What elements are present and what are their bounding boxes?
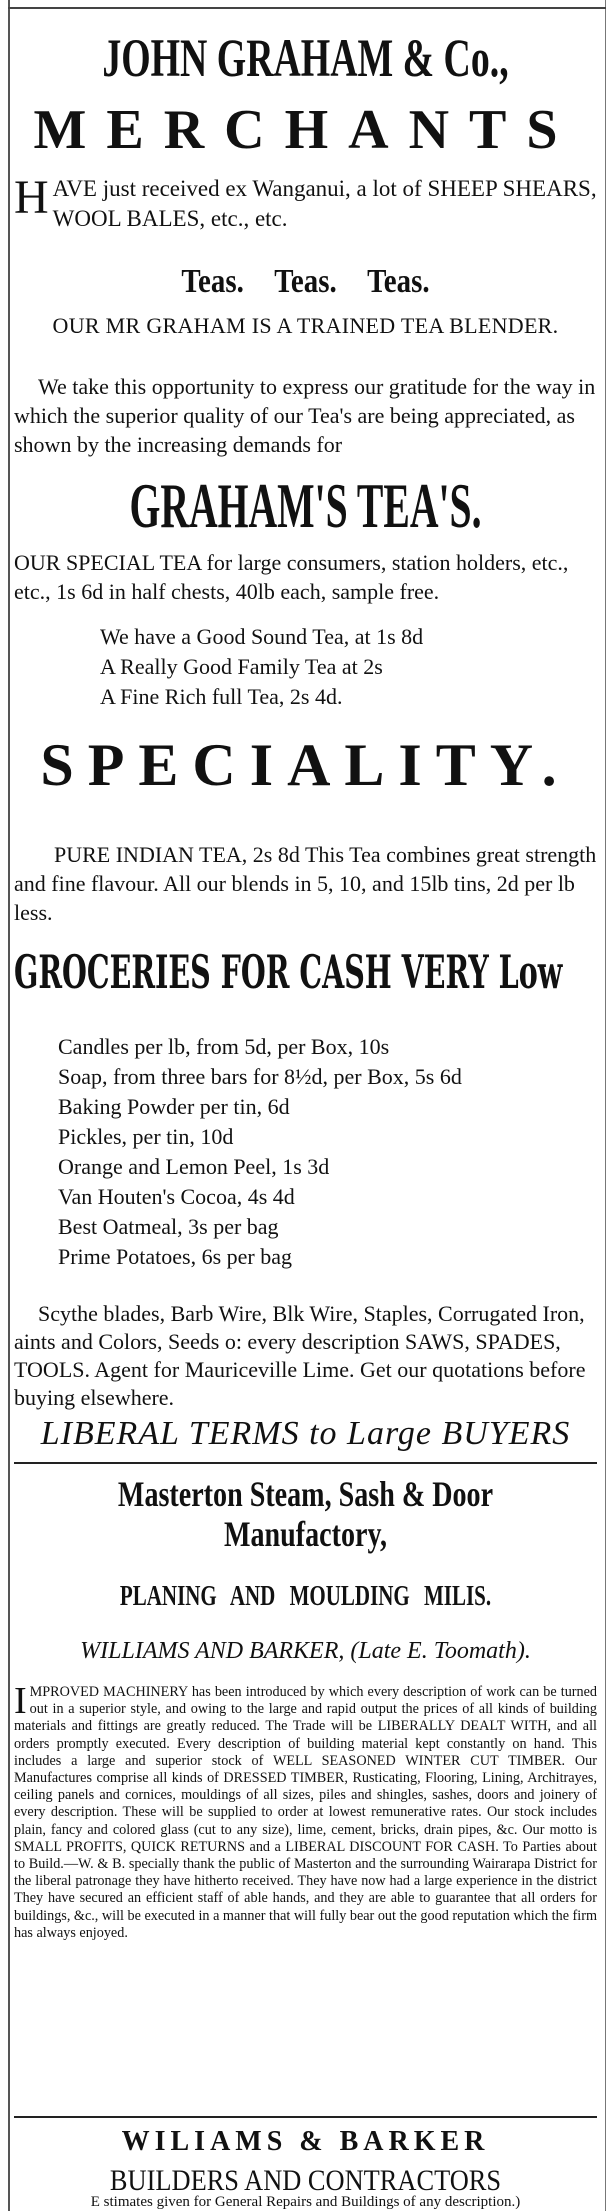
list-item: Candles per lb, from 5d, per Box, 10s bbox=[58, 1034, 390, 1059]
list-item: Baking Powder per tin, 6d bbox=[58, 1094, 290, 1119]
teas-heading: Teas. Teas. Teas. bbox=[181, 263, 430, 300]
top-rule bbox=[8, 7, 606, 9]
footer-name: WILIAMS & BARKER bbox=[121, 2126, 490, 2157]
liberal-terms: LIBERAL TERMS to Large BUYERS bbox=[40, 1415, 571, 1452]
list-item: A Fine Rich full Tea, 2s 4d. bbox=[100, 684, 343, 709]
section-divider bbox=[14, 1462, 597, 1464]
intro-text: AVE just received ex Wanganui, a lot of SHEEP SHEARS, WOOL BALES, etc., etc. bbox=[52, 176, 597, 231]
list-item: We have a Good Sound Tea, at 1s 8d bbox=[100, 624, 424, 649]
grocery-price-list bbox=[58, 1032, 597, 1272]
special-tea-paragraph: OUR SPECIAL TEA for large consumers, station holders, etc., etc., 1s 6d in half chests, 40lb each, sample free. bbox=[14, 550, 569, 604]
manufactory-body bbox=[14, 1680, 597, 1942]
speciality-heading: SPECIALITY. bbox=[40, 732, 571, 798]
proprietors-line: WILLIAMS AND BARKER, (Late E. Toomath). bbox=[80, 1638, 531, 1664]
blender-line: OUR MR GRAHAM IS A TRAINED TEA BLENDER. bbox=[52, 313, 559, 338]
footer-trade: BUILDERS AND CONTRACTORS bbox=[109, 2164, 502, 2197]
body-text: MPROVED MACHINERY has been introduced by which every description of work can be turned out in a superior style, and owing to the large and rapid output the prices of all kinds of building materials and fittings are greatly reduced. The Trade will be LIBERALLY DEALT WITH, and all orders promptly executed. Every description of building material kept constantly on hand. This includes a large and superior stock of WELL SEASONED WINTER CUT TIMBER. Our Manufactures comprise all kinds of DRESSED TIMBER, Rusticating, Flooring, Lining, Architrayes, ceiling panels and cornices, mouldings of all sizes, piles and shingles, sashes, doors and joinery of every description. These will be supplied to order at lowest remunerative rates. Our stock includes plain, fancy and colored glass (cut to any size), lime, cement, bricks, drain pipes, &c. Our motto is SMALL PROFITS, QUICK RETURNS and a LIBERAL DISCOUNT FOR CASH. To Parties about to Build.—W. & B. specially thank the public of Masterton and the surrounding Wairarapa District for the liberal patronage they have hitherto received. They have now had a large experience in the district They have secured an efficient staff of able hands, and they are able to guarantee that all orders for buildings, &c., will be executed in a manner that will fully bear out the good reputation which the firm has always enjoyed. bbox=[14, 1684, 597, 1941]
intro-paragraph bbox=[14, 171, 597, 234]
gratitude-paragraph: We take this opportunity to express our gratitude for the way in which the superior quality of our Tea's are being appreciated, as shown by the increasing demands for bbox=[14, 374, 596, 457]
groceries-heading: GROCERIES FOR CASH VERY Low bbox=[14, 945, 563, 999]
footer-divider bbox=[14, 2116, 597, 2118]
hardware-paragraph: Scythe blades, Barb Wire, Blk Wire, Staples, Corrugated Iron, aints and Colors, Seeds o: every description SAWS, SPADES, TOOLS. Agent for Mauriceville Lime. Get our quotations before buying elsewhere. bbox=[14, 1301, 586, 1410]
grahams-teas-heading: GRAHAM'S TEA'S. bbox=[129, 470, 482, 541]
list-item: Prime Potatoes, 6s per bag bbox=[58, 1244, 293, 1269]
left-border bbox=[8, 0, 10, 2211]
indian-tea-paragraph: PURE INDIAN TEA, 2s 8d This Tea combines great strength and fine flavour. All our blends in 5, 10, and 15lb tins, 2d per lb less. bbox=[14, 842, 597, 925]
footer-note: E stimates given for General Repairs and Buildings of any description.) bbox=[90, 2194, 521, 2210]
list-item: Pickles, per tin, 10d bbox=[58, 1124, 234, 1149]
groceries-heading-wrap bbox=[14, 946, 597, 998]
body-dropcap: I bbox=[14, 1680, 27, 1722]
list-item: Soap, from three bars for 8½d, per Box, 5s 6d bbox=[58, 1064, 462, 1089]
list-item: A Really Good Family Tea at 2s bbox=[100, 654, 383, 679]
ad-subtitle: MERCHANTS bbox=[33, 99, 578, 161]
list-item: Best Oatmeal, 3s per bag bbox=[58, 1214, 279, 1239]
ad-title: JOHN GRAHAM & Co., bbox=[102, 28, 509, 88]
mills-heading: PLANING AND MOULDING MILIS. bbox=[119, 1581, 492, 1612]
list-item: Orange and Lemon Peel, 1s 3d bbox=[58, 1154, 330, 1179]
list-item: Van Houten's Cocoa, 4s 4d bbox=[58, 1184, 295, 1209]
intro-dropcap: H bbox=[14, 171, 49, 224]
tea-price-list bbox=[100, 622, 597, 712]
manufactory-title: Masterton Steam, Sash & Door Manufactory, bbox=[117, 1474, 494, 1554]
right-border bbox=[605, 0, 606, 2211]
